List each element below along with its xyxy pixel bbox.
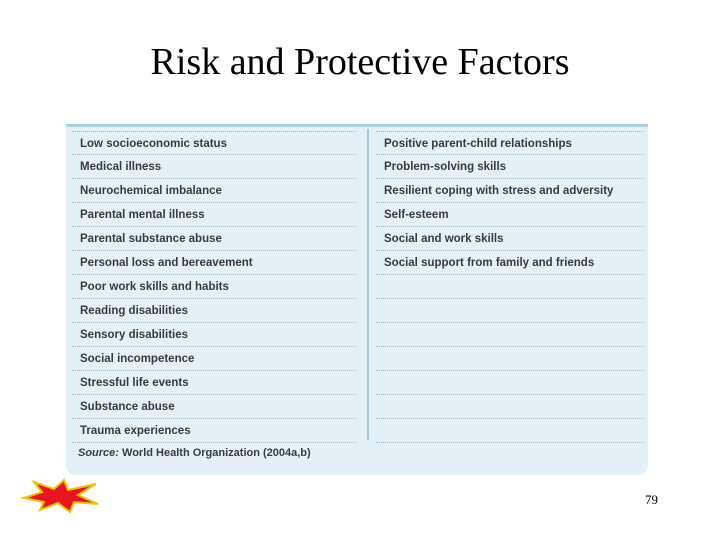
protective-factor-row: Resilient coping with stress and adversity (376, 179, 644, 203)
risk-factor-row: Medical illness (72, 155, 356, 179)
protective-factors-column (376, 131, 644, 443)
source-text: World Health Organization (2004a,b) (118, 447, 311, 459)
source-caption (78, 447, 311, 459)
risk-factors-column (72, 131, 356, 443)
empty-row (376, 347, 644, 371)
risk-factor-row: Low socioeconomic status (72, 131, 356, 155)
risk-factor-row: Parental substance abuse (72, 227, 356, 251)
empty-row (376, 419, 644, 443)
empty-row (376, 275, 644, 299)
explosion-burst-icon (20, 478, 100, 514)
risk-factor-row: Personal loss and bereavement (72, 251, 356, 275)
risk-factor-row: Parental mental illness (72, 203, 356, 227)
risk-factor-row: Social incompetence (72, 347, 356, 371)
protective-factor-row: Social support from family and friends (376, 251, 644, 275)
factors-table (66, 124, 648, 475)
risk-factor-row: Trauma experiences (72, 419, 356, 443)
risk-factor-row: Stressful life events (72, 371, 356, 395)
risk-factor-row: Neurochemical imbalance (72, 179, 356, 203)
empty-row (376, 299, 644, 323)
risk-factor-row: Sensory disabilities (72, 323, 356, 347)
source-label: Source: (78, 447, 119, 459)
empty-row (376, 395, 644, 419)
page-number: 79 (645, 492, 658, 507)
column-divider (367, 129, 369, 440)
risk-factor-row: Poor work skills and habits (72, 275, 356, 299)
protective-factor-row: Self-esteem (376, 203, 644, 227)
empty-row (376, 323, 644, 347)
empty-row (376, 371, 644, 395)
protective-factor-row: Positive parent-child relationships (376, 131, 644, 155)
risk-factor-row: Substance abuse (72, 395, 356, 419)
protective-factor-row: Social and work skills (376, 227, 644, 251)
protective-factor-row: Problem-solving skills (376, 155, 644, 179)
slide-title: Risk and Protective Factors (150, 41, 570, 83)
risk-factor-row: Reading disabilities (72, 299, 356, 323)
